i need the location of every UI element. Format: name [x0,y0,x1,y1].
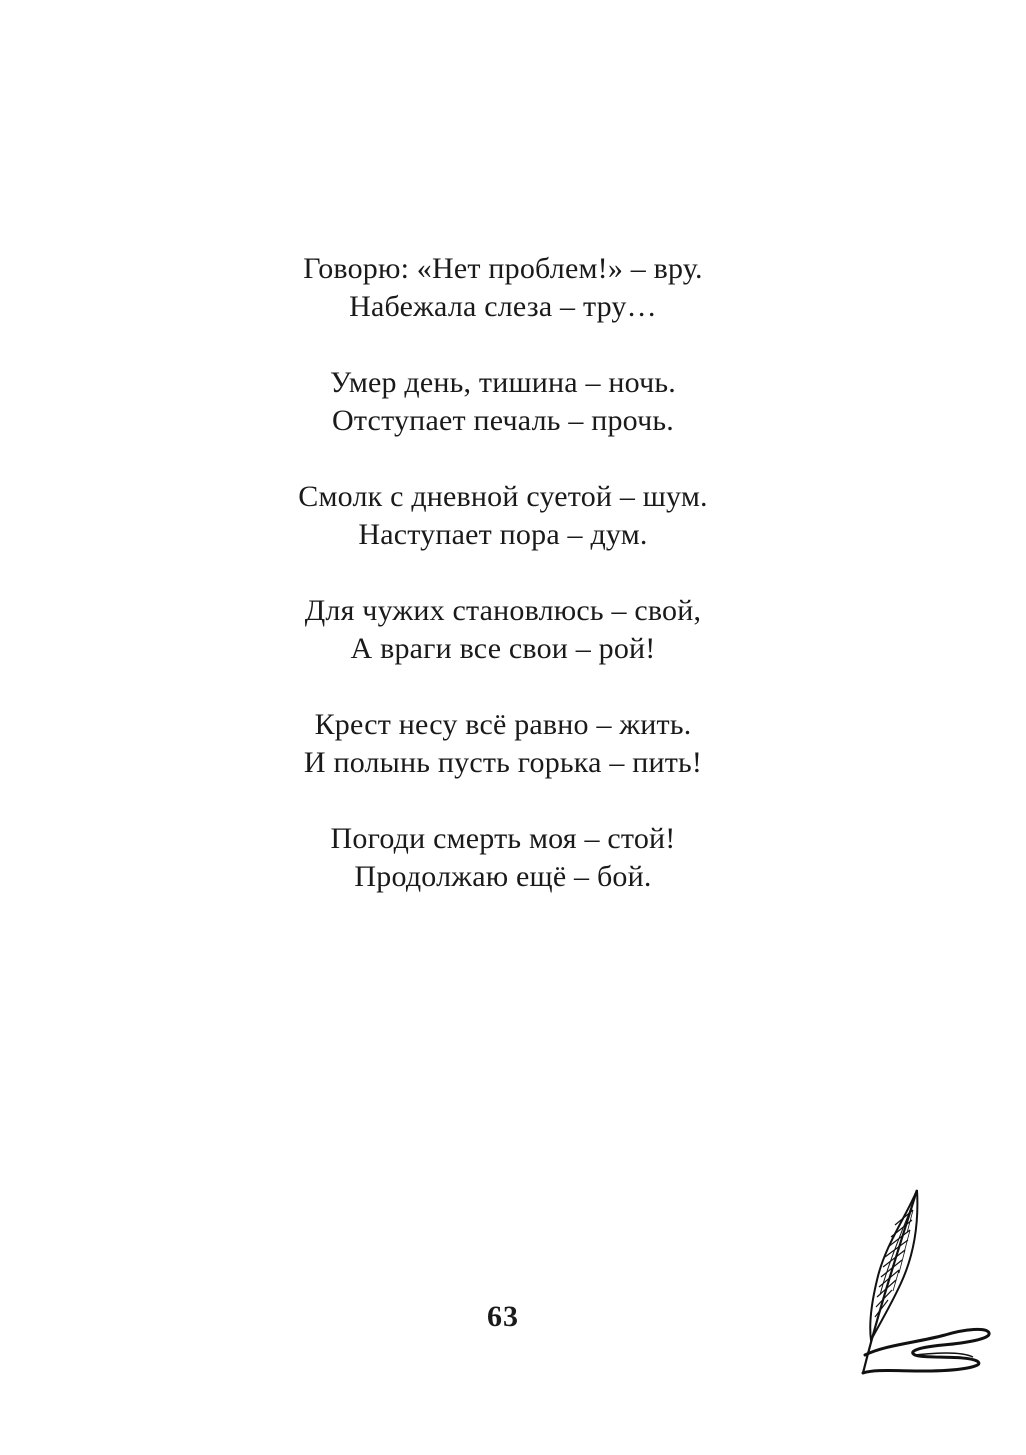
poem-line: Погоди смерть моя – стой! [330,822,676,855]
stanza-2 [0,364,1006,440]
poem-line: Смолк с дневной суетой – шум. [298,480,708,513]
stanza-1 [0,250,1006,326]
page-number: 63 [487,1300,519,1333]
poem-line: И полынь пусть горька – пить! [303,746,703,779]
quill-pen-icon [855,1185,995,1380]
stanza-4 [0,592,1006,668]
stanza-5 [0,706,1006,782]
poem-line: Продолжаю ещё – бой. [354,860,652,893]
poem-line: Говорю: «Нет проблем!» – вру. [303,252,703,285]
poem [0,250,1006,934]
poem-line: Наступает пора – дум. [358,518,648,551]
poem-line: А враги все свои – рой! [350,632,656,665]
stanza-6 [0,820,1006,896]
poem-line: Крест несу всё равно – жить. [314,708,692,741]
poem-line: Умер день, тишина – ночь. [330,366,676,399]
poem-line: Для чужих становлюсь – свой, [304,594,702,627]
stanza-3 [0,478,1006,554]
poem-line: Отступает печаль – прочь. [332,404,674,437]
poem-line: Набежала слеза – тру… [349,290,657,323]
